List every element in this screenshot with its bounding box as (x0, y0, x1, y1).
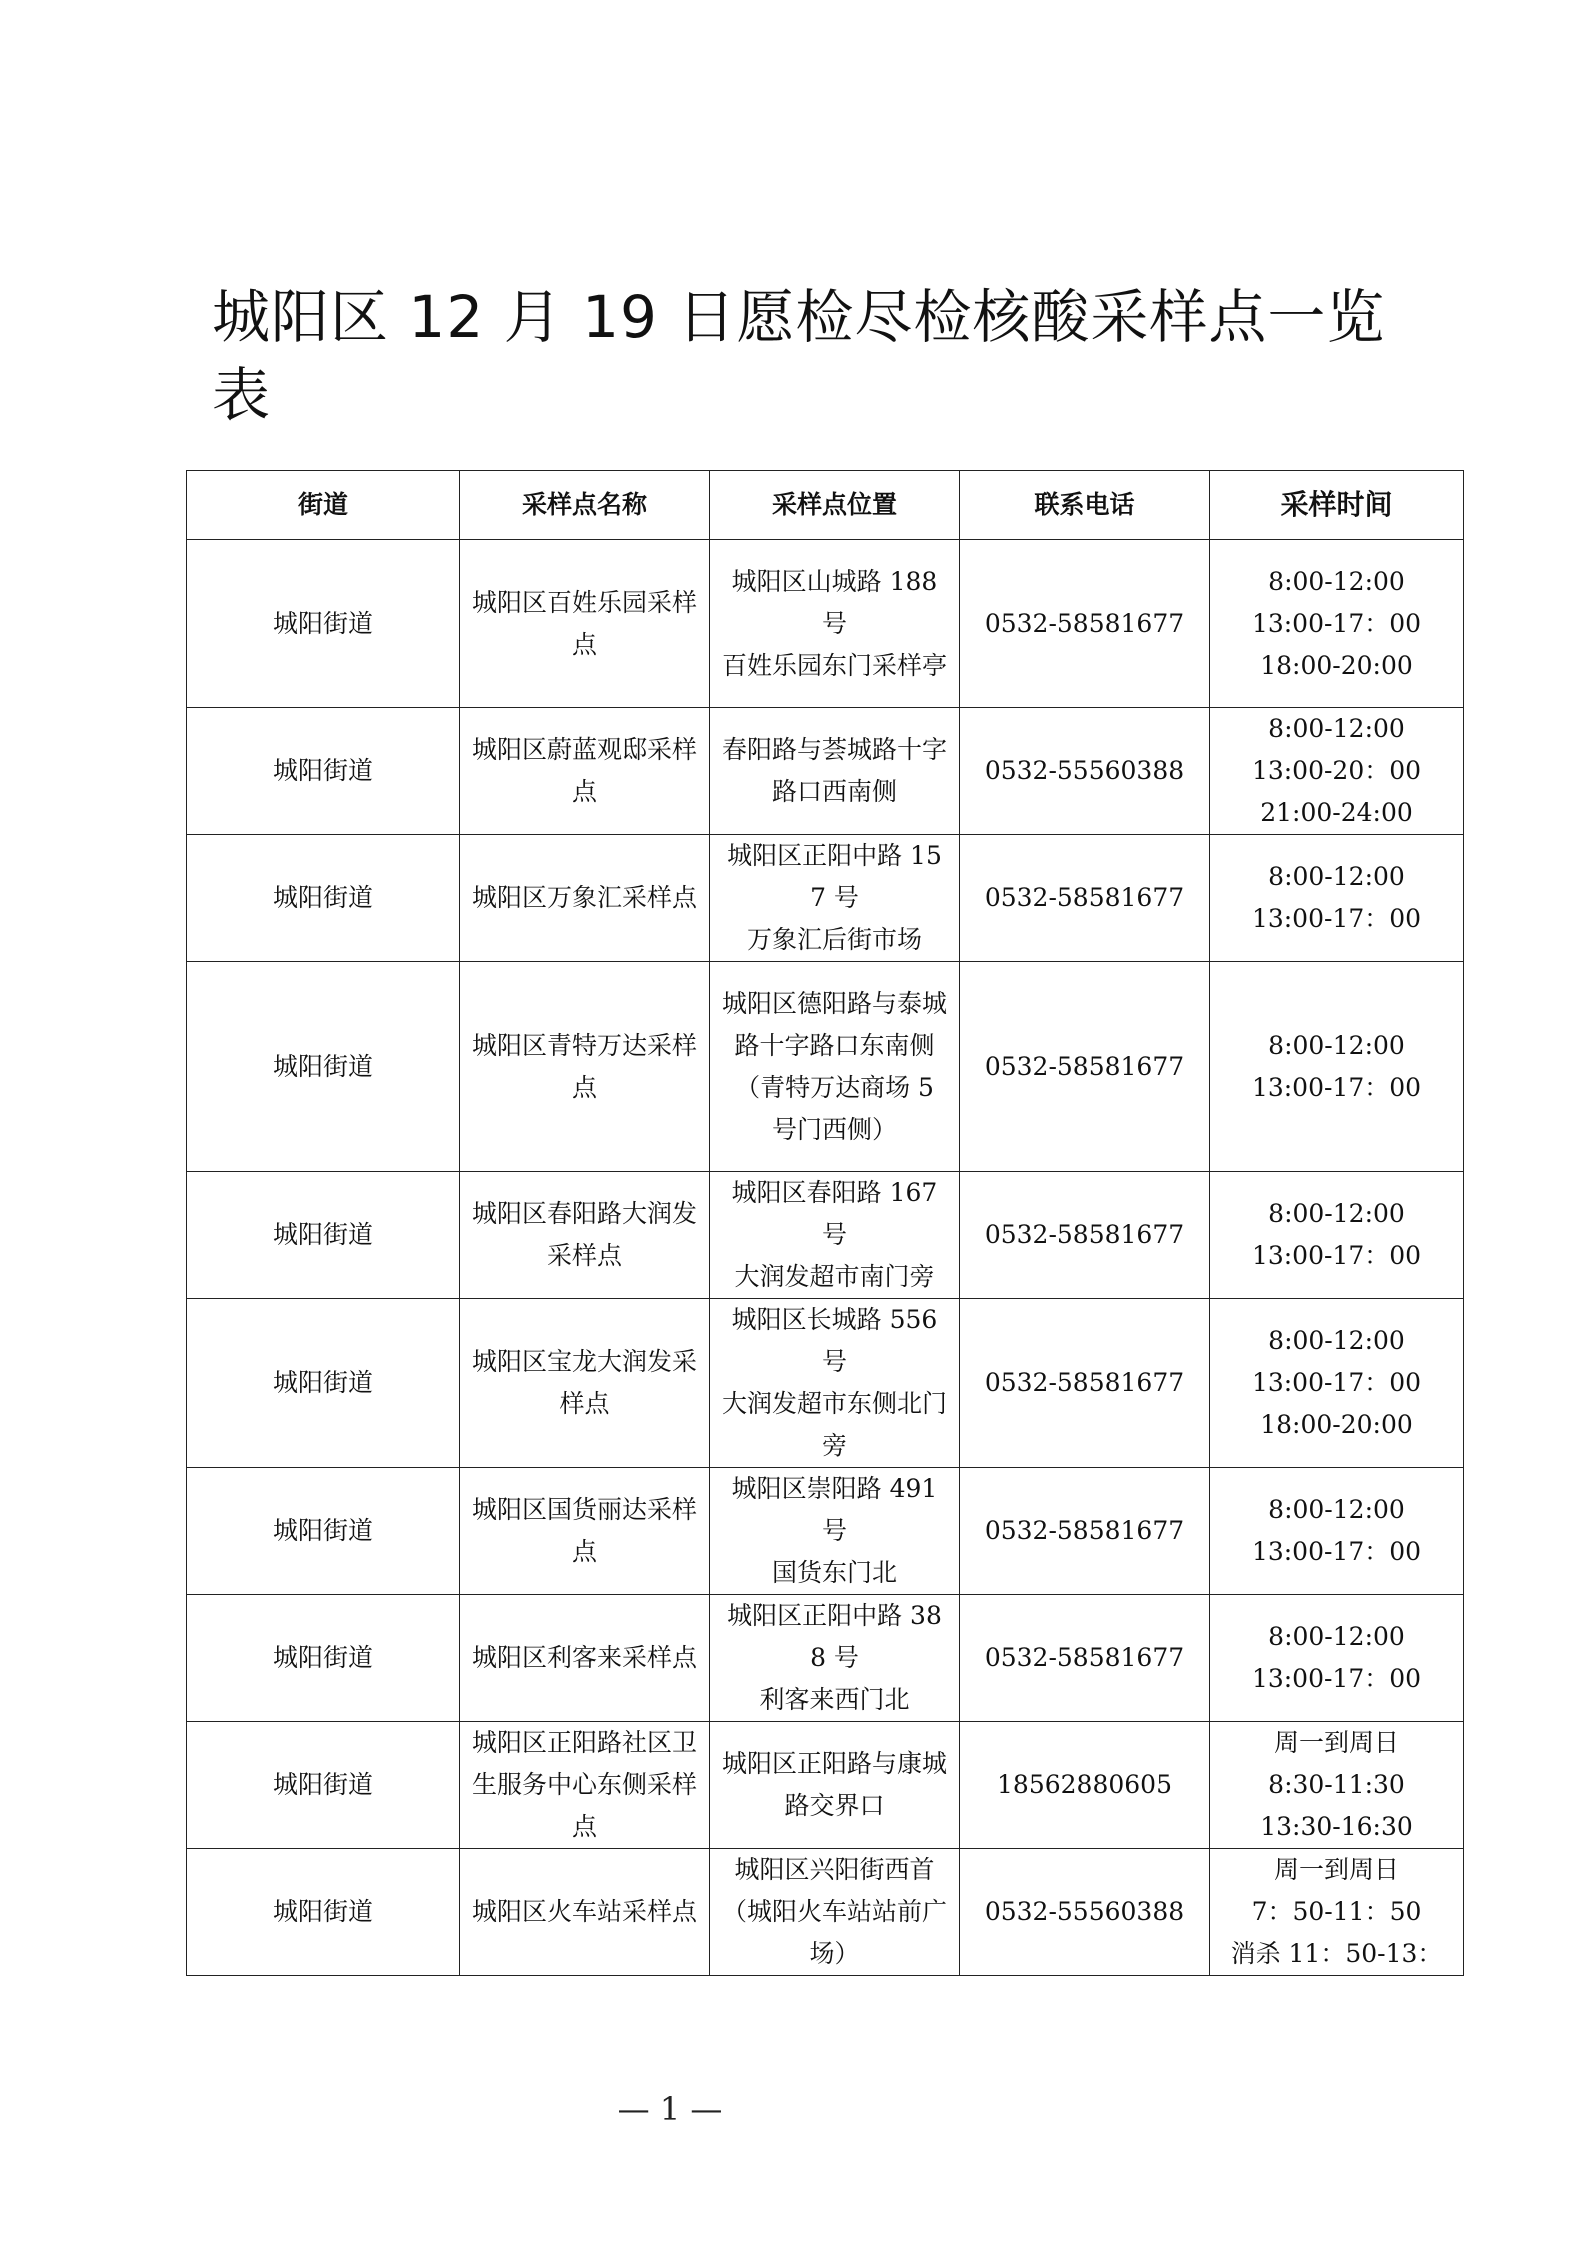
table-row (187, 1172, 1464, 1299)
cell-site-location-line: 百姓乐园东门采样亭 (721, 650, 947, 680)
cell-site-location (710, 1595, 960, 1722)
cell-sampling-time (1210, 540, 1464, 708)
cell-site-name: 城阳区火车站采样点 (460, 1849, 710, 1976)
table-row (187, 708, 1464, 835)
cell-sampling-time-line: 7：50-11：50 (1251, 1897, 1422, 1926)
cell-site-location-line: 国货东门北 (771, 1558, 897, 1587)
header-phone: 联系电话 (960, 471, 1210, 540)
cell-site-location-line: （城阳火车站站前广场） (721, 1897, 947, 1968)
cell-site-location-line: 大润发超市东侧北门旁 (721, 1389, 947, 1460)
cell-sampling-time-line: 周一到周日 (1273, 1728, 1399, 1757)
cell-sampling-time-line: 8:00-12:00 (1268, 1030, 1405, 1060)
table-row (187, 962, 1464, 1172)
cell-sampling-time-line: 8:00-12:00 (1268, 1199, 1405, 1228)
cell-sampling-time-line: 消杀 11：50-13： (1230, 1939, 1443, 1968)
cell-sampling-time (1210, 1849, 1464, 1976)
cell-phone: 0532-58581677 (960, 1468, 1210, 1595)
cell-site-location (710, 708, 960, 835)
cell-site-location (710, 1468, 960, 1595)
cell-site-name: 城阳区青特万达采样点 (460, 962, 710, 1172)
cell-site-location-line: 大润发超市南门旁 (734, 1262, 935, 1291)
cell-sampling-time (1210, 1722, 1464, 1849)
header-site-location: 采样点位置 (710, 471, 960, 540)
table-row (187, 1468, 1464, 1595)
header-sampling-time: 采样时间 (1210, 471, 1464, 540)
cell-sampling-time-line: 13:00-17：00 (1251, 608, 1422, 638)
cell-sampling-time-line: 18:00-20:00 (1260, 650, 1413, 680)
cell-sampling-time (1210, 835, 1464, 962)
cell-street: 城阳街道 (187, 708, 460, 835)
cell-sampling-time-line: 13:00-17：00 (1251, 904, 1422, 933)
table-row (187, 1722, 1464, 1849)
cell-phone: 0532-58581677 (960, 540, 1210, 708)
cell-phone: 0532-58581677 (960, 1299, 1210, 1468)
cell-site-name: 城阳区利客来采样点 (460, 1595, 710, 1722)
cell-sampling-time-line: 13:00-17：00 (1251, 1368, 1422, 1397)
cell-phone: 0532-55560388 (960, 708, 1210, 835)
cell-sampling-time-line: 8:30-11:30 (1268, 1770, 1405, 1799)
cell-site-name: 城阳区国货丽达采样点 (460, 1468, 710, 1595)
cell-site-name: 城阳区万象汇采样点 (460, 835, 710, 962)
cell-site-location-line: 城阳区山城路 188 号 (731, 566, 938, 638)
table-row (187, 1595, 1464, 1722)
cell-site-location-line: 城阳区崇阳路 491 号 (731, 1474, 938, 1545)
cell-site-name: 城阳区春阳路大润发采样点 (460, 1172, 710, 1299)
cell-site-location-line: 城阳区长城路 556 号 (731, 1305, 938, 1376)
cell-sampling-time (1210, 1172, 1464, 1299)
cell-site-location-line: 城阳区春阳路 167 号 (731, 1178, 938, 1249)
table-row (187, 835, 1464, 962)
cell-sampling-time-line: 8:00-12:00 (1268, 1326, 1405, 1355)
cell-site-location (710, 1849, 960, 1976)
cell-site-name: 城阳区宝龙大润发采样点 (460, 1299, 710, 1468)
cell-street: 城阳街道 (187, 1849, 460, 1976)
cell-sampling-time-line: 13:00-20：00 (1251, 756, 1422, 785)
cell-site-name: 城阳区蔚蓝观邸采样点 (460, 708, 710, 835)
cell-site-location-line: 城阳区正阳中路 157 号 (727, 841, 942, 912)
cell-phone: 0532-58581677 (960, 835, 1210, 962)
cell-site-location-line: 城阳区兴阳街西首 (734, 1855, 935, 1884)
header-street: 街道 (187, 471, 460, 540)
page-number: — 1 — (617, 2090, 723, 2128)
cell-site-location-line: 城阳区正阳中路 388 号 (727, 1601, 942, 1672)
cell-phone: 0532-58581677 (960, 1595, 1210, 1722)
cell-sampling-time (1210, 708, 1464, 835)
cell-site-location-line: （青特万达商场 5 号门西侧） (735, 1072, 934, 1144)
cell-sampling-time-line: 13:00-17：00 (1251, 1537, 1422, 1566)
cell-site-location (710, 1722, 960, 1849)
table-row (187, 540, 1464, 708)
table-header-row (187, 471, 1464, 540)
cell-sampling-time-line: 13:00-17：00 (1251, 1241, 1422, 1270)
sampling-sites-table (186, 470, 1464, 1976)
cell-street: 城阳街道 (187, 540, 460, 708)
cell-sampling-time (1210, 1595, 1464, 1722)
cell-site-location-line: 春阳路与荟城路十字路口西南侧 (721, 735, 947, 806)
cell-sampling-time (1210, 1468, 1464, 1595)
cell-sampling-time (1210, 1299, 1464, 1468)
cell-site-location (710, 1172, 960, 1299)
cell-sampling-time-line: 8:00-12:00 (1268, 1495, 1405, 1524)
cell-street: 城阳街道 (187, 1595, 460, 1722)
cell-sampling-time-line: 8:00-12:00 (1268, 714, 1405, 743)
cell-sampling-time-line: 13:00-17：00 (1251, 1072, 1422, 1102)
cell-phone: 0532-58581677 (960, 962, 1210, 1172)
cell-street: 城阳街道 (187, 1468, 460, 1595)
cell-site-location-line: 城阳区正阳路与康城路交界口 (721, 1749, 947, 1820)
table-row (187, 1299, 1464, 1468)
table-row (187, 1849, 1464, 1976)
page-title: 城阳区 12 月 19 日愿检尽检核酸采样点一览表 (212, 283, 1386, 429)
cell-sampling-time-line: 13:30-16:30 (1260, 1812, 1413, 1841)
cell-site-location (710, 1299, 960, 1468)
cell-phone: 18562880605 (960, 1722, 1210, 1849)
cell-site-location (710, 962, 960, 1172)
cell-sampling-time-line: 8:00-12:00 (1268, 1622, 1405, 1651)
cell-site-name: 城阳区百姓乐园采样点 (460, 540, 710, 708)
cell-street: 城阳街道 (187, 1722, 460, 1849)
cell-site-name: 城阳区正阳路社区卫生服务中心东侧采样点 (460, 1722, 710, 1849)
cell-site-location-line: 利客来西门北 (759, 1685, 910, 1714)
cell-site-location (710, 540, 960, 708)
cell-sampling-time-line: 13:00-17：00 (1251, 1664, 1422, 1693)
cell-sampling-time-line: 8:00-12:00 (1268, 862, 1405, 891)
cell-site-location-line: 城阳区德阳路与泰城路十字路口东南侧 (721, 988, 947, 1060)
cell-street: 城阳街道 (187, 1299, 460, 1468)
cell-site-location-line: 万象汇后街市场 (746, 925, 922, 954)
cell-street: 城阳街道 (187, 1172, 460, 1299)
header-site-name: 采样点名称 (460, 471, 710, 540)
cell-phone: 0532-55560388 (960, 1849, 1210, 1976)
cell-sampling-time-line: 21:00-24:00 (1260, 798, 1413, 827)
cell-street: 城阳街道 (187, 962, 460, 1172)
cell-site-location (710, 835, 960, 962)
cell-sampling-time-line: 18:00-20:00 (1260, 1410, 1413, 1439)
cell-sampling-time-line: 8:00-12:00 (1268, 566, 1405, 596)
cell-sampling-time (1210, 962, 1464, 1172)
cell-phone: 0532-58581677 (960, 1172, 1210, 1299)
cell-street: 城阳街道 (187, 835, 460, 962)
cell-sampling-time-line: 周一到周日 (1273, 1855, 1399, 1884)
